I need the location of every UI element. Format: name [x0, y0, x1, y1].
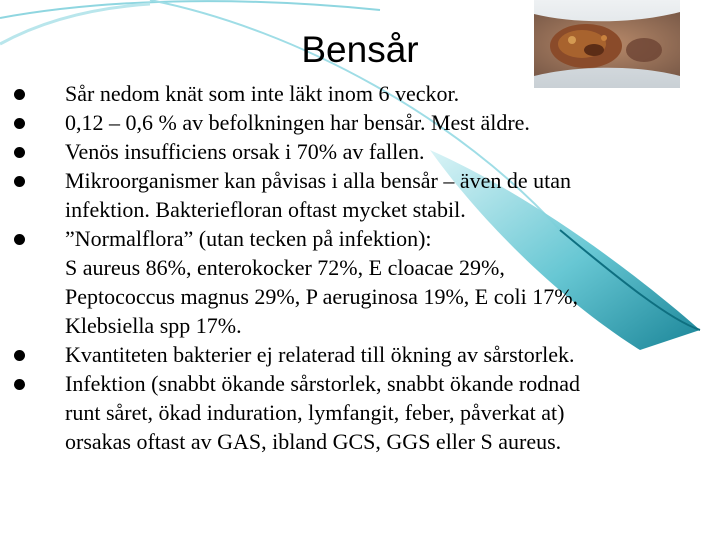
- bullet-icon: [14, 147, 25, 158]
- bullet-item: [14, 137, 714, 166]
- bullet-item: [14, 369, 714, 456]
- bullet-item: [14, 224, 714, 340]
- slide-title: Bensår: [301, 29, 419, 70]
- bullet-text: ”Normalflora” (utan tecken på infektion): S aureus 86%, enterokocker 72%, E cloacae 29%, Peptococcus magnus 29%, P aeruginosa 19%, E coli 17%, Klebsiella spp 17%.: [65, 226, 579, 338]
- bullet-item: [14, 108, 714, 137]
- bullet-list: [14, 79, 714, 456]
- wound-photo-icon: [534, 0, 680, 88]
- bullet-icon: [14, 350, 25, 361]
- bullet-text: Infektion (snabbt ökande sårstorlek, snabbt ökande rodnad runt såret, ökad induration, lymfangit, feber, påverkat at) orsakas oftast av GAS, ibland GCS, GGS eller S aureus.: [65, 371, 581, 454]
- bullet-icon: [14, 234, 25, 245]
- bullet-item: [14, 166, 714, 224]
- bullet-icon: [14, 176, 25, 187]
- bullet-icon: [14, 379, 25, 390]
- bullet-text: Mikroorganismer kan påvisas i alla bensår – även de utan infektion. Bakteriefloran oftast mycket stabil.: [65, 168, 572, 222]
- bullet-icon: [14, 118, 25, 129]
- bullet-icon: [14, 89, 25, 100]
- bullet-text: Sår nedom knät som inte läkt inom 6 veckor.: [65, 81, 460, 106]
- wound-photo: [534, 0, 680, 88]
- bullet-text: Kvantiteten bakterier ej relaterad till ökning av sårstorlek.: [65, 342, 575, 367]
- bullet-text: Venös insufficiens orsak i 70% av fallen.: [65, 139, 425, 164]
- bullet-text: 0,12 – 0,6 % av befolkningen har bensår. Mest äldre.: [65, 110, 530, 135]
- bullet-item: [14, 340, 714, 369]
- bullet-item: [14, 79, 714, 108]
